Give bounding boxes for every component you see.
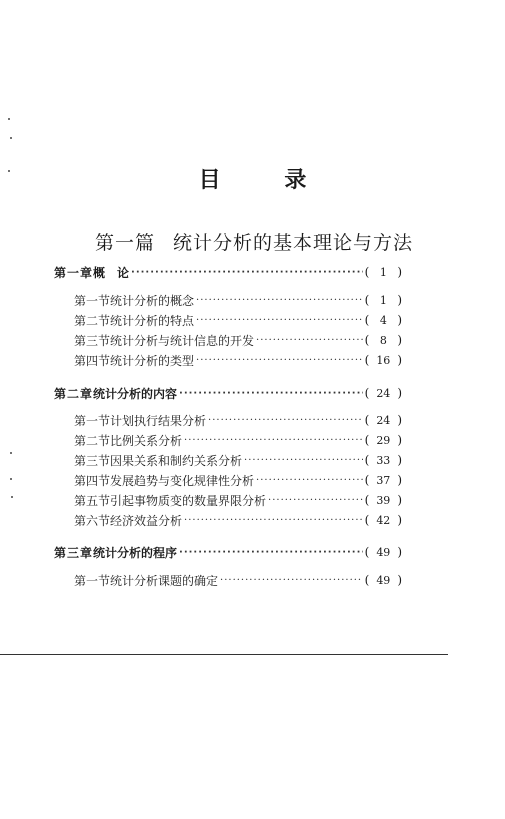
toc-section-row[interactable] [74, 512, 402, 528]
page-number: 33 [376, 453, 391, 467]
page-number: 49 [376, 545, 391, 559]
chapter-label: 第一章 [54, 265, 94, 280]
section-label: 第一节 [74, 293, 111, 308]
section-title: 统计分析课题的确定 [110, 573, 219, 588]
chapter-title: 概 论 [93, 265, 130, 280]
section-title: 统计分析与统计信息的开发 [110, 333, 255, 348]
scan-speck [10, 478, 12, 480]
page-number: 24 [376, 386, 391, 400]
chapter-label: 第二章 [54, 386, 94, 401]
page-number: 4 [379, 313, 387, 327]
leader-dots [244, 455, 363, 466]
page-bottom-rule [0, 654, 448, 655]
page-number: 42 [376, 513, 391, 527]
page-ref: ( 42 ) [364, 513, 402, 527]
page-ref: ( 49 ) [364, 573, 402, 587]
section-label: 第五节 [74, 493, 111, 508]
leader-dots [184, 435, 363, 446]
page-number: 24 [376, 413, 391, 427]
page-ref: ( 29 ) [364, 433, 402, 447]
toc-section-row[interactable] [74, 432, 402, 448]
chapter-title: 统计分析的内容 [93, 386, 178, 401]
section-label: 第二节 [74, 313, 111, 328]
leader-dots [268, 495, 363, 506]
page-ref: ( 4 ) [364, 313, 402, 327]
page-ref: ( 24 ) [364, 386, 402, 400]
leader-dots [179, 547, 363, 558]
page-number: 39 [376, 493, 391, 507]
section-label: 第四节 [74, 353, 111, 368]
page-number: 16 [376, 353, 391, 367]
section-title: 经济效益分析 [110, 513, 183, 528]
page-number: 49 [376, 573, 391, 587]
scan-speck [10, 137, 12, 139]
toc-section-row[interactable] [74, 352, 402, 368]
section-label: 第六节 [74, 513, 111, 528]
scan-speck [11, 496, 13, 498]
section-label: 第二节 [74, 433, 111, 448]
section-label: 第四节 [74, 473, 111, 488]
section-title: 统计分析的特点 [110, 313, 195, 328]
toc-chapter-row[interactable] [54, 264, 402, 280]
part-name: 统计分析的基本理论与方法 [173, 232, 414, 254]
section-title: 因果关系和制约关系分析 [110, 453, 243, 468]
toc-section-row[interactable] [74, 452, 402, 468]
scan-speck [8, 170, 10, 172]
toc-section-row[interactable] [74, 472, 402, 488]
leader-dots [220, 575, 363, 586]
page-ref: ( 49 ) [364, 545, 402, 559]
page-ref: ( 39 ) [364, 493, 402, 507]
toc-section-row[interactable] [74, 572, 402, 588]
leader-dots [196, 315, 363, 326]
leader-dots [184, 515, 363, 526]
leader-dots [196, 295, 363, 306]
scan-speck [10, 452, 12, 454]
page-ref: ( 33 ) [364, 453, 402, 467]
toc-section-row[interactable] [74, 412, 402, 428]
toc-section-row[interactable] [74, 332, 402, 348]
chapter-title: 统计分析的程序 [93, 545, 178, 560]
page-ref: ( 1 ) [364, 293, 402, 307]
section-label: 第一节 [74, 573, 111, 588]
page-number: 8 [379, 333, 387, 347]
section-title: 引起事物质变的数量界限分析 [110, 493, 267, 508]
leader-dots [131, 267, 363, 278]
page-number: 37 [376, 473, 391, 487]
part-label: 第一篇 [95, 232, 156, 254]
scan-speck [8, 118, 10, 120]
toc-section-row[interactable] [74, 312, 402, 328]
section-title: 比例关系分析 [110, 433, 183, 448]
section-label: 第三节 [74, 333, 111, 348]
toc-chapter-row[interactable] [54, 385, 402, 401]
leader-dots [256, 475, 363, 486]
section-label: 第一节 [74, 413, 111, 428]
page-ref: ( 37 ) [364, 473, 402, 487]
toc-chapter-row[interactable] [54, 544, 402, 560]
chapter-label: 第三章 [54, 545, 94, 560]
section-title: 统计分析的概念 [110, 293, 195, 308]
toc-section-row[interactable] [74, 492, 402, 508]
toc-title: 目 录 [198, 168, 335, 193]
section-label: 第三节 [74, 453, 111, 468]
page-ref: ( 8 ) [364, 333, 402, 347]
page-ref: ( 1 ) [364, 265, 402, 279]
section-title: 发展趋势与变化规律性分析 [110, 473, 255, 488]
leader-dots [179, 388, 363, 399]
part-heading [95, 228, 413, 255]
page-ref: ( 16 ) [364, 353, 402, 367]
toc-section-row[interactable] [74, 292, 402, 308]
page-ref: ( 24 ) [364, 413, 402, 427]
page-number: 1 [379, 265, 387, 279]
page-number: 29 [376, 433, 391, 447]
section-title: 统计分析的类型 [110, 353, 195, 368]
leader-dots [208, 415, 363, 426]
leader-dots [256, 335, 363, 346]
page-number: 1 [379, 293, 387, 307]
leader-dots [196, 355, 363, 366]
section-title: 计划执行结果分析 [110, 413, 207, 428]
